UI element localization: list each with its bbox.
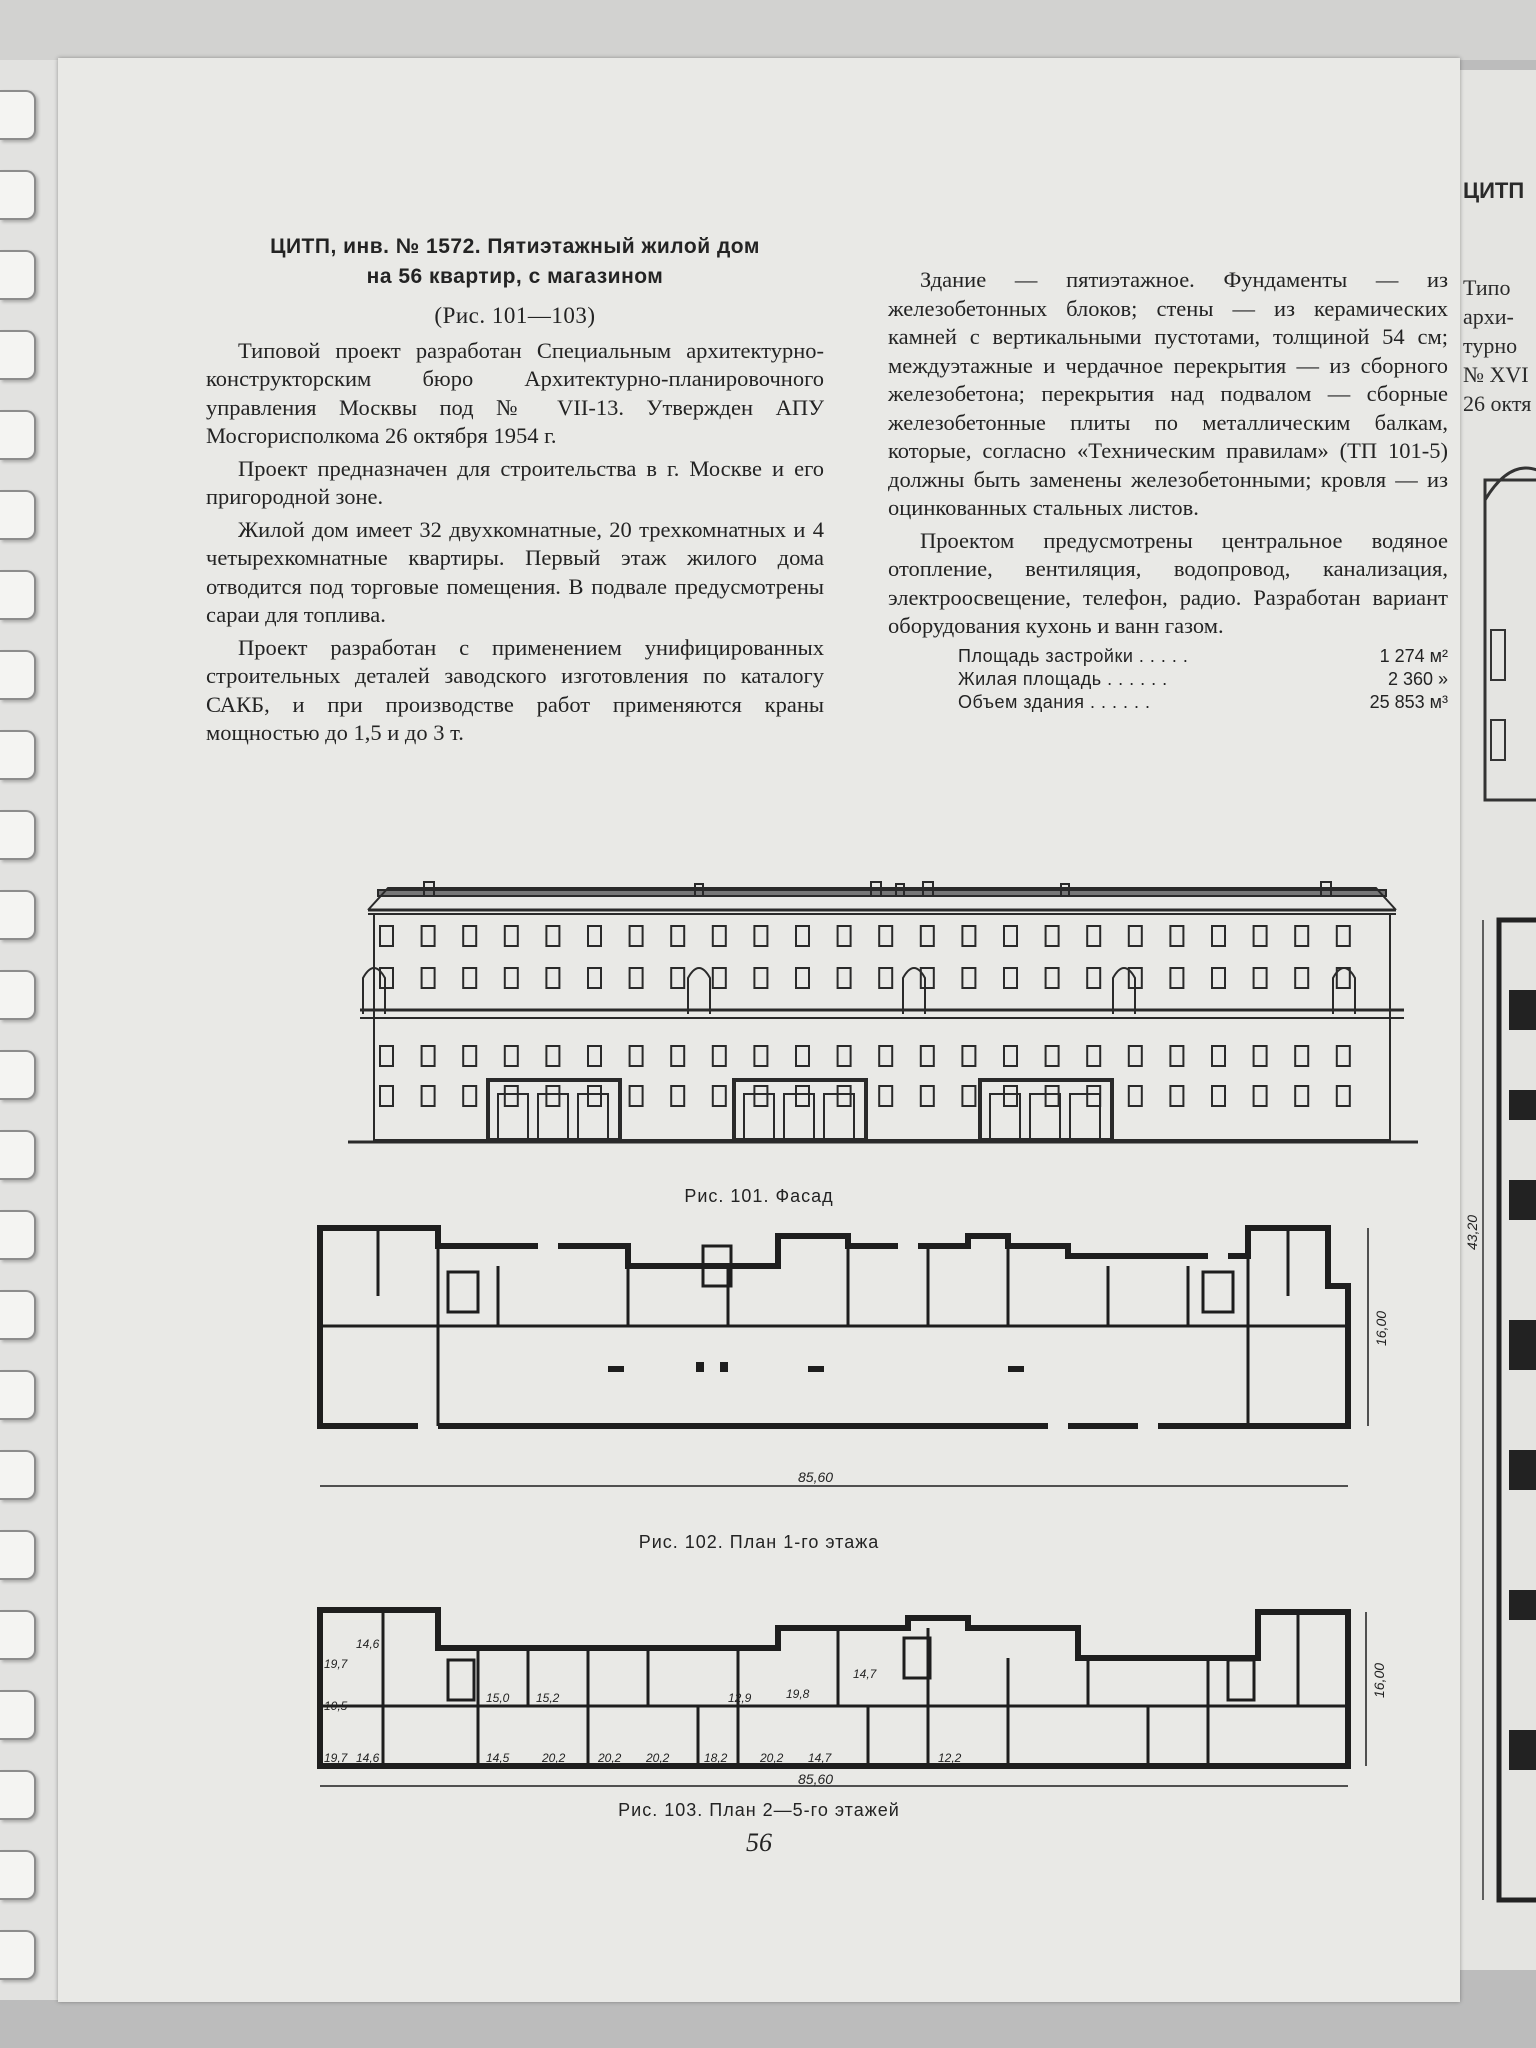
adjacent-page-drawing	[1459, 70, 1536, 1970]
paragraph: Проект предназначен для строительства в г. Москве и его пригородной зоне.	[206, 455, 824, 509]
facade-window	[1170, 1046, 1183, 1066]
binding-ring	[0, 490, 36, 540]
facade-window	[1337, 1046, 1350, 1066]
facade-window	[713, 1086, 726, 1106]
binding-ring	[0, 1450, 36, 1500]
typical-floor-caption: Рис. 103. План 2—5-го этажей	[618, 1800, 900, 1820]
facade-window	[962, 968, 975, 988]
facade-window	[796, 968, 809, 988]
facade-window	[505, 1046, 518, 1066]
facade-window	[838, 968, 851, 988]
facade-window	[422, 1046, 435, 1066]
adjacent-page-fragment: Типо	[1463, 275, 1511, 300]
facade-window	[1004, 926, 1017, 946]
facade-window	[1254, 1086, 1267, 1106]
facade-window	[505, 926, 518, 946]
shop-window	[824, 1094, 854, 1140]
room-area: 12,2	[938, 1751, 962, 1765]
paragraph: Жилой дом имеет 32 двухкомнатные, 20 трехкомнатных и 4 четырехкомнатные квартиры. Первый этаж жилого дома отводится под торговые помещения. В подвале предусмотрены сараи для топлива.	[206, 516, 824, 627]
room-area: 20,2	[646, 1751, 670, 1765]
binding-ring	[0, 330, 36, 380]
binding-ring	[0, 1370, 36, 1420]
facade-window	[630, 1046, 643, 1066]
facade-window	[838, 1086, 851, 1106]
facade-window	[422, 968, 435, 988]
facade-window	[1254, 1046, 1267, 1066]
adjacent-page	[1458, 70, 1536, 1970]
binding-ring	[0, 570, 36, 620]
facade-window	[546, 926, 559, 946]
height-dimension-label: 43,20	[1464, 1214, 1480, 1250]
facade-window	[962, 1046, 975, 1066]
facade-window	[1254, 926, 1267, 946]
room-area: 15,2	[536, 1691, 560, 1705]
facade-window	[380, 926, 393, 946]
facade-window	[422, 926, 435, 946]
binding-ring	[0, 970, 36, 1020]
room-area: 14,6	[356, 1751, 380, 1765]
adjacent-page-fragment: турно	[1463, 333, 1518, 358]
room-area: 20,2	[598, 1751, 622, 1765]
facade-window	[380, 968, 393, 988]
binding-ring	[0, 170, 36, 220]
facade-window	[1212, 1086, 1225, 1106]
left-text-column	[206, 232, 824, 752]
facade-window	[1170, 926, 1183, 946]
facade-window	[546, 1086, 559, 1106]
room-area: 14,7	[808, 1751, 832, 1765]
binding-ring	[0, 1930, 36, 1980]
facade-window	[1087, 1086, 1100, 1106]
room-area: 20,2	[542, 1751, 566, 1765]
title-line-2: на 56 квартир, с магазином	[366, 265, 664, 288]
facade-window	[796, 1046, 809, 1066]
facade-window	[1046, 1046, 1059, 1066]
binding-ring	[0, 1770, 36, 1820]
arched-window	[1113, 968, 1135, 1014]
facade-window	[1295, 1086, 1308, 1106]
binding-ring	[0, 1610, 36, 1660]
facade-window	[1337, 1086, 1350, 1106]
title-line-1: ЦИТП, инв. № 1572. Пятиэтажный жилой дом	[270, 235, 760, 258]
facade-window	[588, 926, 601, 946]
facade-window	[1087, 968, 1100, 988]
facade-window	[838, 1046, 851, 1066]
length-dimension-label: 85,60	[798, 1771, 834, 1787]
facade-window	[588, 1046, 601, 1066]
facade-window	[588, 968, 601, 988]
facade-window	[1046, 968, 1059, 988]
binding-ring	[0, 1130, 36, 1180]
facade-window	[463, 968, 476, 988]
facade-window	[1212, 968, 1225, 988]
facade-window	[671, 1086, 684, 1106]
adjacent-page-fragment: № XVI	[1463, 362, 1529, 387]
stat-label: Площадь застройки . . . . .	[958, 645, 1189, 666]
facade-window	[879, 926, 892, 946]
room-area: 19,7	[324, 1657, 348, 1671]
width-dimension-label: 16,00	[1371, 1662, 1387, 1698]
stat-value: 25 853 м³	[1369, 691, 1448, 712]
facade-window	[879, 968, 892, 988]
room-area: 14,7	[853, 1667, 877, 1681]
facade-window	[546, 1046, 559, 1066]
stats-table	[888, 645, 1448, 714]
facade-window	[463, 926, 476, 946]
binding-ring	[0, 410, 36, 460]
facade-window	[1004, 1086, 1017, 1106]
stat-value: 2 360 »	[1387, 668, 1448, 689]
binding-ring	[0, 90, 36, 140]
facade-window	[754, 1086, 767, 1106]
binding-ring	[0, 890, 36, 940]
binding-ring	[0, 650, 36, 700]
length-dimension-label: 85,60	[798, 1469, 834, 1485]
facade-window	[838, 926, 851, 946]
stat-label: Объем здания . . . . . .	[958, 691, 1151, 712]
facade-window	[879, 1046, 892, 1066]
facade-window	[463, 1046, 476, 1066]
stat-row	[888, 668, 1448, 691]
facade-window	[671, 1046, 684, 1066]
binding-ring	[0, 1290, 36, 1340]
facade-window	[1337, 926, 1350, 946]
facade-window	[1087, 1046, 1100, 1066]
binding-ring	[0, 730, 36, 780]
facade-window	[713, 926, 726, 946]
room-area: 19,7	[324, 1751, 348, 1765]
binding-ring	[0, 1530, 36, 1580]
facade-window	[713, 1046, 726, 1066]
facade-window	[1170, 1086, 1183, 1106]
facade-window	[546, 968, 559, 988]
facade-window	[1170, 968, 1183, 988]
binding-ring	[0, 1850, 36, 1900]
facade-window	[796, 1086, 809, 1106]
paragraph: Проект разработан с применением унифицированных строительных деталей заводского изготовления по каталогу САКБ, и при производстве работ применяются краны мощностью до 1,5 и до 3 т.	[206, 634, 824, 745]
facade-window	[754, 926, 767, 946]
figure-reference: (Рис. 101—103)	[434, 303, 596, 328]
facade-window	[463, 1086, 476, 1106]
binding-ring	[0, 1050, 36, 1100]
first-floor-caption: Рис. 102. План 1-го этажа	[638, 1532, 880, 1552]
right-text-column	[888, 266, 1448, 714]
page-number: 56	[746, 1828, 772, 1857]
facade-window	[713, 968, 726, 988]
binding-ring	[0, 810, 36, 860]
room-area: 14,6	[356, 1637, 380, 1651]
background-top-page	[0, 0, 1536, 60]
facade-window	[671, 926, 684, 946]
adjacent-page-fragment: архи-	[1463, 304, 1514, 329]
stat-row	[888, 691, 1448, 714]
facade-window	[921, 968, 934, 988]
facade-window	[1087, 926, 1100, 946]
facade-window	[630, 968, 643, 988]
width-dimension-label: 16,00	[1373, 1310, 1389, 1346]
room-area: 19,8	[786, 1687, 810, 1701]
facade-window	[962, 1086, 975, 1106]
facade-window	[754, 968, 767, 988]
facade-window	[921, 1046, 934, 1066]
facade-window	[1212, 926, 1225, 946]
facade-window	[1295, 1046, 1308, 1066]
shop-window	[498, 1094, 528, 1140]
stat-row	[888, 645, 1448, 668]
facade-window	[505, 968, 518, 988]
facade-window	[1295, 926, 1308, 946]
adjacent-page-fragment: 26 октя	[1463, 391, 1532, 416]
facade-window	[588, 1086, 601, 1106]
facade-window	[1004, 1046, 1017, 1066]
room-area: 10,5	[324, 1699, 348, 1713]
stat-value: 1 274 м²	[1379, 645, 1448, 666]
room-area: 12,9	[728, 1691, 752, 1705]
facade-drawing	[308, 818, 1460, 1158]
stat-label: Жилая площадь . . . . . .	[958, 668, 1168, 689]
shop-window	[744, 1094, 774, 1140]
facade-window	[380, 1046, 393, 1066]
arched-window	[688, 968, 710, 1014]
facade-window	[1295, 968, 1308, 988]
facade-window	[1129, 1046, 1142, 1066]
room-area: 14,5	[486, 1751, 510, 1765]
facade-window	[754, 1046, 767, 1066]
facade-window	[921, 926, 934, 946]
paragraph: Проектом предусмотрены центральное водяное отопление, вентиляция, водопровод, канализация, электроосвещение, телефон, радио. Разработан вариант оборудования кухонь и ванн газом.	[888, 527, 1448, 638]
facade-window	[1254, 968, 1267, 988]
document-title	[206, 232, 824, 292]
facade-window	[879, 1086, 892, 1106]
facade-window	[921, 1086, 934, 1106]
binding-ring	[0, 1210, 36, 1260]
book-page	[58, 58, 1460, 2002]
facade-window	[1212, 1046, 1225, 1066]
adjacent-page-heading: ЦИТП	[1463, 178, 1525, 203]
facade-window	[630, 926, 643, 946]
facade-window	[1046, 926, 1059, 946]
room-area: 18,2	[704, 1751, 728, 1765]
facade-caption: Рис. 101. Фасад	[684, 1186, 834, 1206]
facade-window	[1129, 926, 1142, 946]
facade-window	[1046, 1086, 1059, 1106]
facade-window	[422, 1086, 435, 1106]
binding-ring	[0, 1690, 36, 1740]
shop-window	[1070, 1094, 1100, 1140]
binding-ring	[0, 250, 36, 300]
room-area: 15,0	[486, 1691, 510, 1705]
shop-window	[538, 1094, 568, 1140]
facade-window	[796, 926, 809, 946]
paragraph: Здание — пятиэтажное. Фундаменты — из железобетонных блоков; стены — из керамических камней с вертикальными пустотами, толщиной 54 см; междуэтажные и чердачное перекрытия — из сборного железобетона; перекрытия над подвалом — сборные железобетонные плиты по металлическим балкам, которые, согласно «Техническим правилам» (ТП 101-5) должны быть заменены железобетонными; кровля — из оцинкованных стальных листов.	[888, 267, 1448, 520]
room-area: 20,2	[760, 1751, 784, 1765]
first-floor-plan	[308, 1216, 1460, 1516]
facade-window	[380, 1086, 393, 1106]
facade-window	[1004, 968, 1017, 988]
facade-window	[505, 1086, 518, 1106]
shop-window	[578, 1094, 608, 1140]
facade-window	[671, 968, 684, 988]
facade-window	[630, 1086, 643, 1106]
paragraph: Типовой проект разработан Специальным архитектурно-конструкторским бюро Архитектурно-планировочного управления Москвы под № VII-13. Утвержден АПУ Мосгорисполкома 26 октября 1954 г.	[206, 337, 824, 448]
facade-window	[962, 926, 975, 946]
facade-window	[1129, 1086, 1142, 1106]
